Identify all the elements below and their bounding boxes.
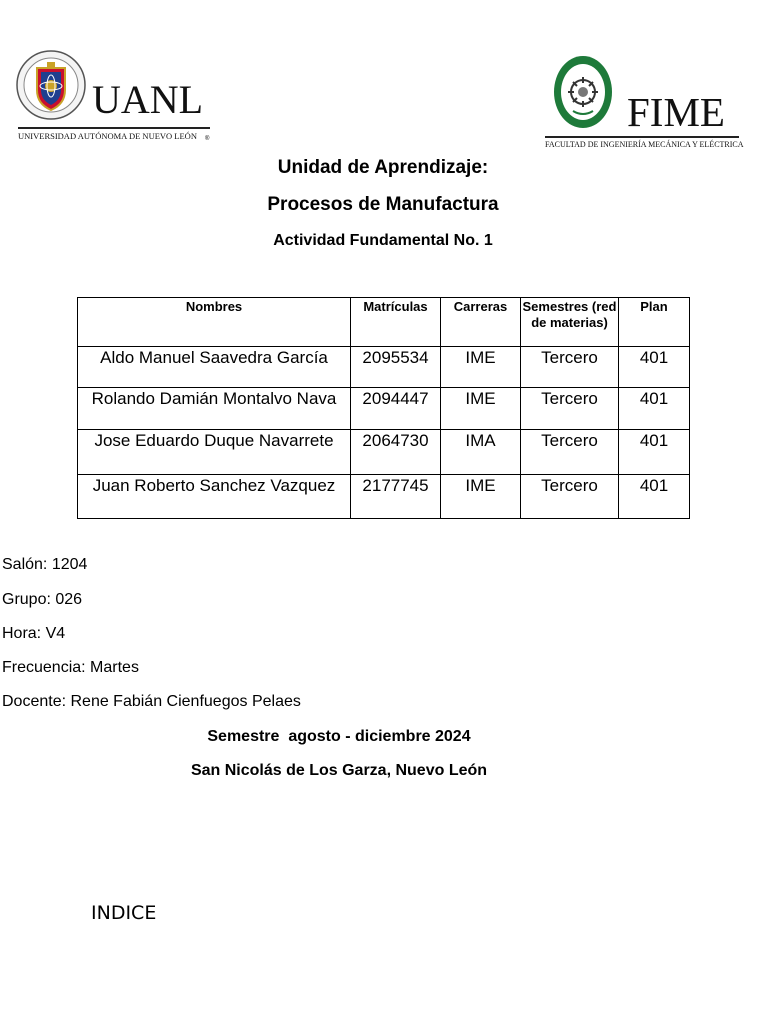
location-text: San Nicolás de Los Garza, Nuevo León (190, 762, 488, 779)
course-title: Procesos de Manufactura (267, 194, 499, 215)
cell-carrera: IME (441, 347, 521, 388)
cell-semestre: Tercero (521, 388, 619, 430)
header-nombres: Nombres (78, 298, 351, 347)
cell-carrera: IME (441, 388, 521, 430)
cell-nombre: Juan Roberto Sanchez Vazquez (78, 475, 351, 519)
salon-text: Salón: 1204 (2, 556, 88, 573)
cell-carrera: IME (441, 475, 521, 519)
cell-matricula: 2094447 (351, 388, 441, 430)
cell-plan: 401 (619, 388, 690, 430)
cell-semestre: Tercero (521, 475, 619, 519)
header-matriculas: Matrículas (351, 298, 441, 347)
hora-text: Hora: V4 (2, 625, 66, 642)
uanl-logo-rule (18, 127, 210, 129)
activity-title: Actividad Fundamental No. 1 (273, 232, 493, 249)
fime-logo (543, 52, 743, 152)
fime-logo-rule (545, 136, 739, 138)
table-row (78, 347, 690, 388)
cell-semestre: Tercero (521, 430, 619, 475)
cell-carrera: IMA (441, 430, 521, 475)
table-row (78, 475, 690, 519)
cell-semestre: Tercero (521, 347, 619, 388)
cell-plan: 401 (619, 347, 690, 388)
fime-logo-text: FIME (627, 89, 725, 135)
table-row (78, 430, 690, 475)
table-row (78, 388, 690, 430)
uanl-logo-text: UANL (92, 77, 204, 122)
cell-matricula: 2064730 (351, 430, 441, 475)
header-carreras: Carreras (441, 298, 521, 347)
unit-heading: Unidad de Aprendizaje: (277, 157, 489, 178)
cell-nombre: Rolando Damián Montalvo Nava (78, 388, 351, 430)
header-plan: Plan (619, 298, 690, 347)
cell-plan: 401 (619, 430, 690, 475)
index-heading: INDICE (91, 902, 157, 924)
cell-matricula: 2177745 (351, 475, 441, 519)
uanl-logo-subtitle: UNIVERSIDAD AUTÓNOMA DE NUEVO LEÓN (18, 131, 197, 141)
semester-text: Semestre agosto - diciembre 2024 (207, 728, 471, 745)
table-header-row (78, 298, 690, 347)
fime-logo-subtitle: FACULTAD DE INGENIERÍA MECÁNICA Y ELÉCTRICA (545, 140, 744, 149)
uanl-seal-icon (16, 50, 86, 120)
cell-plan: 401 (619, 475, 690, 519)
cell-nombre: Aldo Manuel Saavedra García (78, 347, 351, 388)
uanl-logo (14, 50, 214, 148)
uanl-registered-mark: ® (205, 136, 210, 142)
students-table (77, 297, 690, 519)
cell-nombre: Jose Eduardo Duque Navarrete (78, 430, 351, 475)
cell-matricula: 2095534 (351, 347, 441, 388)
fime-seal-icon (553, 55, 613, 129)
grupo-text: Grupo: 026 (2, 591, 83, 608)
header-semestres: Semestres (red de materias) (521, 298, 619, 347)
frecuencia-text: Frecuencia: Martes (2, 659, 139, 676)
docente-text: Docente: Rene Fabián Cienfuegos Pelaes (2, 693, 301, 710)
